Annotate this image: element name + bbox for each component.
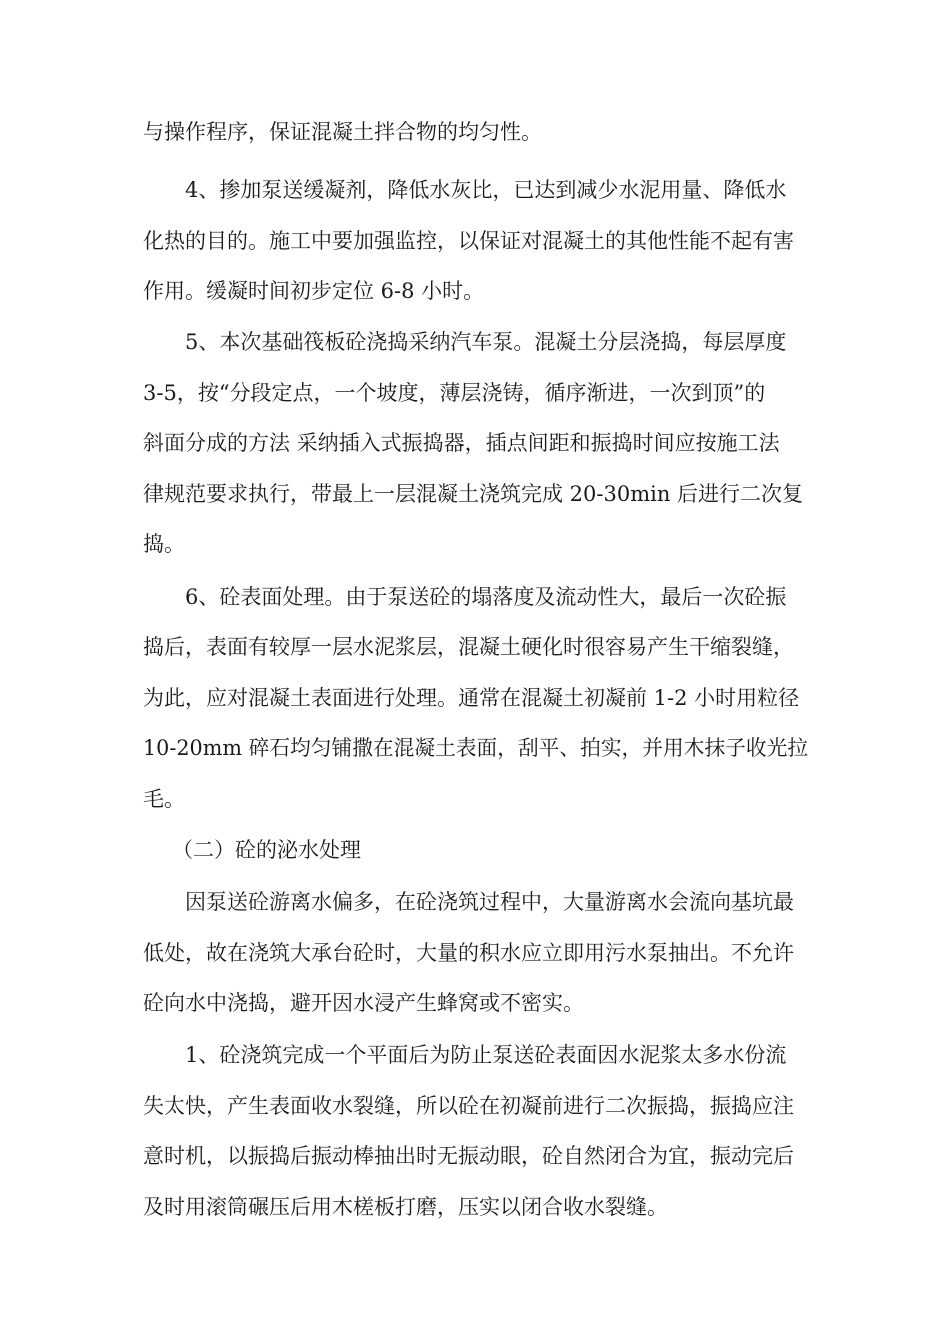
text-line: 斜面分成的方法 采纳插入式振捣器，插点间距和振捣时间应按施工法 [143,431,780,455]
section-heading: （二）砼的泌水处理 [172,838,361,862]
text-line: 与操作程序，保证混凝土拌合物的均匀性。 [143,120,542,144]
text-line: 捣。 [143,532,185,556]
text-line: 低处，故在浇筑大承台砼时，大量的积水应立即用污水泵抽出。不允许 [143,941,794,965]
text-line: 为此，应对混凝土表面进行处理。通常在混凝土初凝前 1-2 小时用粒径 [143,686,800,710]
text-line: 5、本次基础筏板砼浇捣采纳汽车泵。混凝土分层浇捣，每层厚度 [185,330,787,354]
text-line: 化热的目的。施工中要加强监控，以保证对混凝土的其他性能不起有害 [143,229,794,253]
text-line: 律规范要求执行，带最上一层混凝土浇筑完成 20-30min 后进行二次复 [143,482,804,506]
text-line: 4、掺加泵送缓凝剂，降低水灰比，已达到减少水泥用量、降低水 [185,178,787,202]
text-line: 10-20mm 碎石均匀铺撒在混凝土表面，刮平、拍实，并用木抹子收光拉 [143,736,809,760]
text-line: 因泵送砼游离水偏多，在砼浇筑过程中，大量游离水会流向基坑最 [185,890,794,914]
text-line: 意时机，以振捣后振动棒抽出时无振动眼，砼自然闭合为宜，振动完后 [143,1144,794,1168]
text-line: 及时用滚筒碾压后用木槎板打磨，压实以闭合收水裂缝。 [143,1195,668,1219]
text-line: 毛。 [143,787,185,811]
text-line: 失太快，产生表面收水裂缝，所以砼在初凝前进行二次振捣，振捣应注 [143,1094,794,1118]
text-line: 3-5，按“分段定点，一个坡度，薄层浇铸，循序渐进，一次到顶”的 [143,381,766,405]
text-line: 捣后，表面有较厚一层水泥浆层，混凝土硬化时很容易产生干缩裂缝， [143,635,794,659]
text-line: 1、砼浇筑完成一个平面后为防止泵送砼表面因水泥浆太多水份流 [185,1043,787,1067]
text-line: 作用。缓凝时间初步定位 6-8 小时。 [143,279,485,303]
text-line: 砼向水中浇捣，避开因水浸产生蜂窝或不密实。 [143,991,584,1015]
text-line: 6、砼表面处理。由于泵送砼的塌落度及流动性大，最后一次砼振 [185,585,787,609]
